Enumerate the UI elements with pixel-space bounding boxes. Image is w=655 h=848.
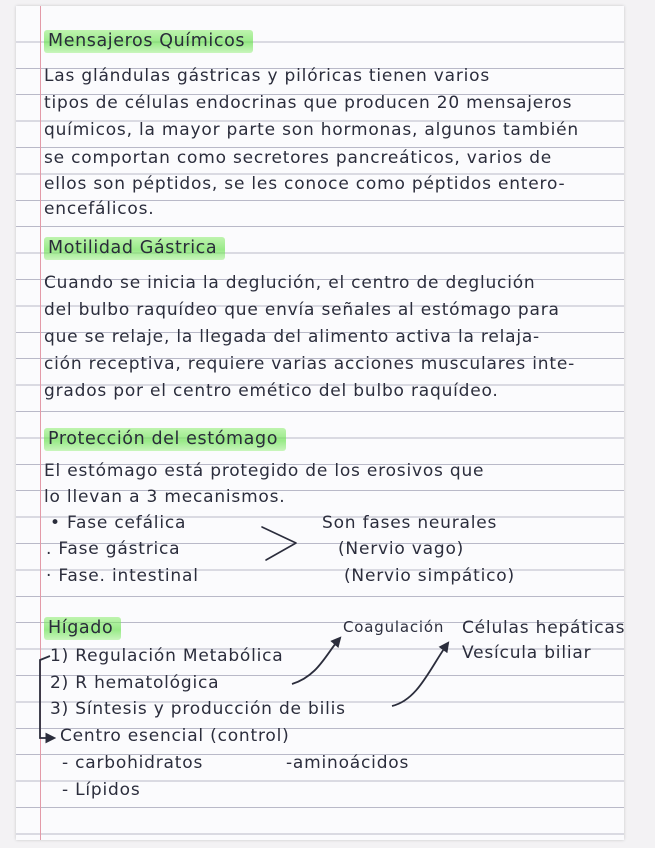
text-line: que se relaje, la llegada del alimento activa la relaja- [44,327,540,347]
liver-subitem: -aminoácidos [286,753,410,773]
text-line: Cuando se inicia la deglución, el centro de deglución [44,273,536,293]
text-line: ción receptiva, requiere varias acciones musculares inte- [44,354,576,374]
coagulation-label: Coagulación [343,618,445,636]
phase-item: • Fase cefálica [50,513,187,533]
text-line: ellos son péptidos, se les conoce como péptidos entero- [44,174,566,194]
heading-proteccion: Protección del estómago [44,428,286,451]
heading-mensajeros: Mensajeros Químicos [44,30,253,53]
margin-line [40,6,41,840]
text-line: tipos de células endocrinas que producen 20 mensajeros [44,93,573,113]
heading-motilidad: Motilidad Gástrica [44,237,225,260]
text-line: del bulbo raquídeo que envía señales al estómago para [44,300,560,320]
liver-item: Centro esencial (control) [60,726,290,746]
nerve-label: (Nervio simpático) [344,566,515,586]
nerve-label: (Nervio vago) [338,539,465,559]
phase-item: . Fase gástrica [46,539,181,559]
text-line: El estómago está protegido de los erosivos que [44,461,485,481]
liver-item: 3) Síntesis y producción de bilis [50,699,346,719]
phase-note: Son fases neurales [322,513,498,533]
heading-higado: Hígado [44,617,121,640]
text-line: grados por el centro emético del bulbo raquídeo. [44,381,499,401]
text-line: químicos, la mayor parte son hormonas, algunos también [44,120,579,140]
liver-item: 1) Regulación Metabólica [50,646,284,666]
liver-subitem: - Lípidos [62,780,141,800]
text-line: lo llevan a 3 mecanismos. [44,487,286,507]
cell-label: Células hepáticas [462,618,626,638]
text-line: se comportan como secretores pancreáticos, varios de [44,148,553,168]
text-line: Las glándulas gástricas y pilóricas tienen varios [44,66,491,86]
liver-subitem: - carbohidratos [62,753,204,773]
liver-item: 2) R hematológica [50,673,220,693]
cell-label: Vesícula biliar [462,643,592,663]
phase-item: · Fase. intestinal [46,566,199,586]
text-line: encefálicos. [44,199,155,219]
